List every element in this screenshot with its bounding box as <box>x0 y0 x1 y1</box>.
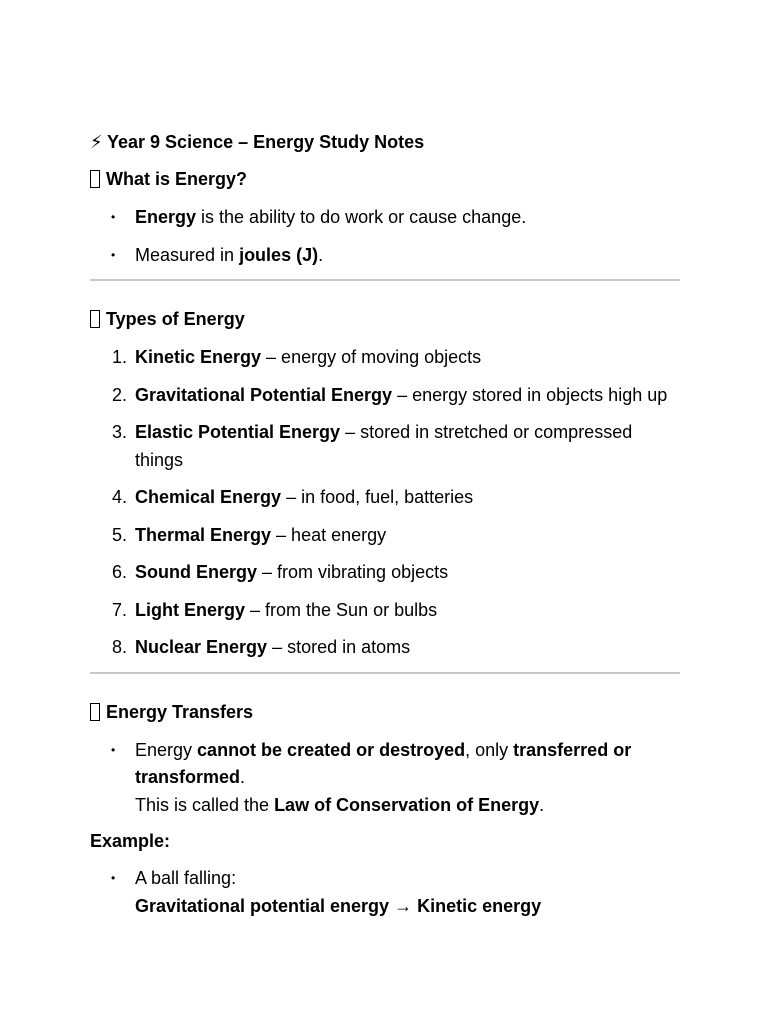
item-text: – stored in atoms <box>267 637 411 657</box>
bold-term: Sound Energy <box>135 562 258 582</box>
bold-term: Nuclear Energy <box>135 637 268 657</box>
bold-term: Law of Conservation of Energy <box>274 794 540 815</box>
item-text: Measured in <box>135 244 240 265</box>
item-text: – from the Sun or bulbs <box>245 599 438 620</box>
example-list <box>90 865 680 920</box>
item-number: 6. <box>112 562 128 582</box>
bold-term: Thermal Energy <box>135 524 272 545</box>
document-title <box>90 130 680 154</box>
bold-term: Kinetic energy <box>417 895 542 916</box>
arrow-icon: → <box>389 895 418 916</box>
item-text: is the ability to do work or cause change. <box>196 207 527 227</box>
item-text: . <box>539 794 545 815</box>
list-item <box>90 737 680 820</box>
item-text: – heat energy <box>271 524 387 545</box>
bullet-marker: • <box>111 742 116 757</box>
item-text: – energy stored in objects high up <box>392 384 668 405</box>
item-number: 5. <box>112 524 128 545</box>
what-is-energy-list <box>90 204 680 269</box>
list-item <box>90 419 680 474</box>
heading-types-of-energy <box>90 307 680 331</box>
section-divider <box>90 279 680 281</box>
bullet-marker: • <box>111 210 116 224</box>
bold-term: Energy <box>135 207 197 227</box>
item-number: 8. <box>112 637 128 657</box>
lightning-icon: ⚡ <box>90 132 103 152</box>
heading-types-of-energy-text: Types of Energy <box>106 309 245 329</box>
list-item <box>90 204 680 232</box>
types-of-energy-list <box>90 344 680 662</box>
list-item <box>90 865 680 920</box>
study-notes-content <box>90 130 680 930</box>
list-item <box>90 597 680 625</box>
heading-energy-transfers <box>90 700 680 724</box>
bold-term: Gravitational potential energy <box>135 895 390 916</box>
document-title-text: Year 9 Science – Energy Study Notes <box>107 132 425 152</box>
list-item <box>90 634 680 662</box>
item-text: . <box>318 244 324 265</box>
item-number: 4. <box>112 487 128 507</box>
item-text: – in food, fuel, batteries <box>281 487 474 507</box>
bold-term: Elastic Potential Energy <box>135 422 341 442</box>
item-number: 2. <box>112 384 128 405</box>
item-text: – energy of moving objects <box>261 347 482 367</box>
missing-glyph-icon <box>90 170 100 188</box>
bold-term: Light Energy <box>135 599 246 620</box>
bullet-marker: • <box>111 871 116 885</box>
heading-what-is-energy-text: What is Energy? <box>106 169 248 189</box>
item-text: , only <box>465 739 514 760</box>
list-item <box>90 484 680 512</box>
item-text: . <box>240 767 246 787</box>
bold-term: Kinetic Energy <box>135 347 262 367</box>
list-item <box>90 382 680 410</box>
example-label: Example: <box>90 831 171 851</box>
item-text: Energy <box>135 739 198 760</box>
bold-term: transferred or transformed <box>135 739 632 787</box>
bullet-marker: • <box>111 247 116 262</box>
item-number: 1. <box>112 347 128 367</box>
item-text: – stored in stretched or compressed things <box>135 422 633 470</box>
item-number: 3. <box>112 422 128 442</box>
item-number: 7. <box>112 599 128 620</box>
item-text: A ball falling: <box>135 868 237 888</box>
item-text: This is called the <box>135 794 275 815</box>
item-text: – from vibrating objects <box>257 562 449 582</box>
missing-glyph-icon <box>90 703 100 721</box>
list-item <box>90 522 680 550</box>
missing-glyph-icon <box>90 310 100 328</box>
bold-term: Gravitational Potential Energy <box>135 384 393 405</box>
energy-transfers-list <box>90 737 680 820</box>
bold-term: Chemical Energy <box>135 487 282 507</box>
bold-term: joules (J) <box>239 244 319 265</box>
heading-what-is-energy <box>90 167 680 191</box>
heading-energy-transfers-text: Energy Transfers <box>106 701 254 722</box>
bold-term: cannot be created or destroyed <box>197 739 466 760</box>
list-item <box>90 344 680 372</box>
list-item <box>90 242 680 270</box>
list-item <box>90 559 680 587</box>
section-divider <box>90 672 680 674</box>
